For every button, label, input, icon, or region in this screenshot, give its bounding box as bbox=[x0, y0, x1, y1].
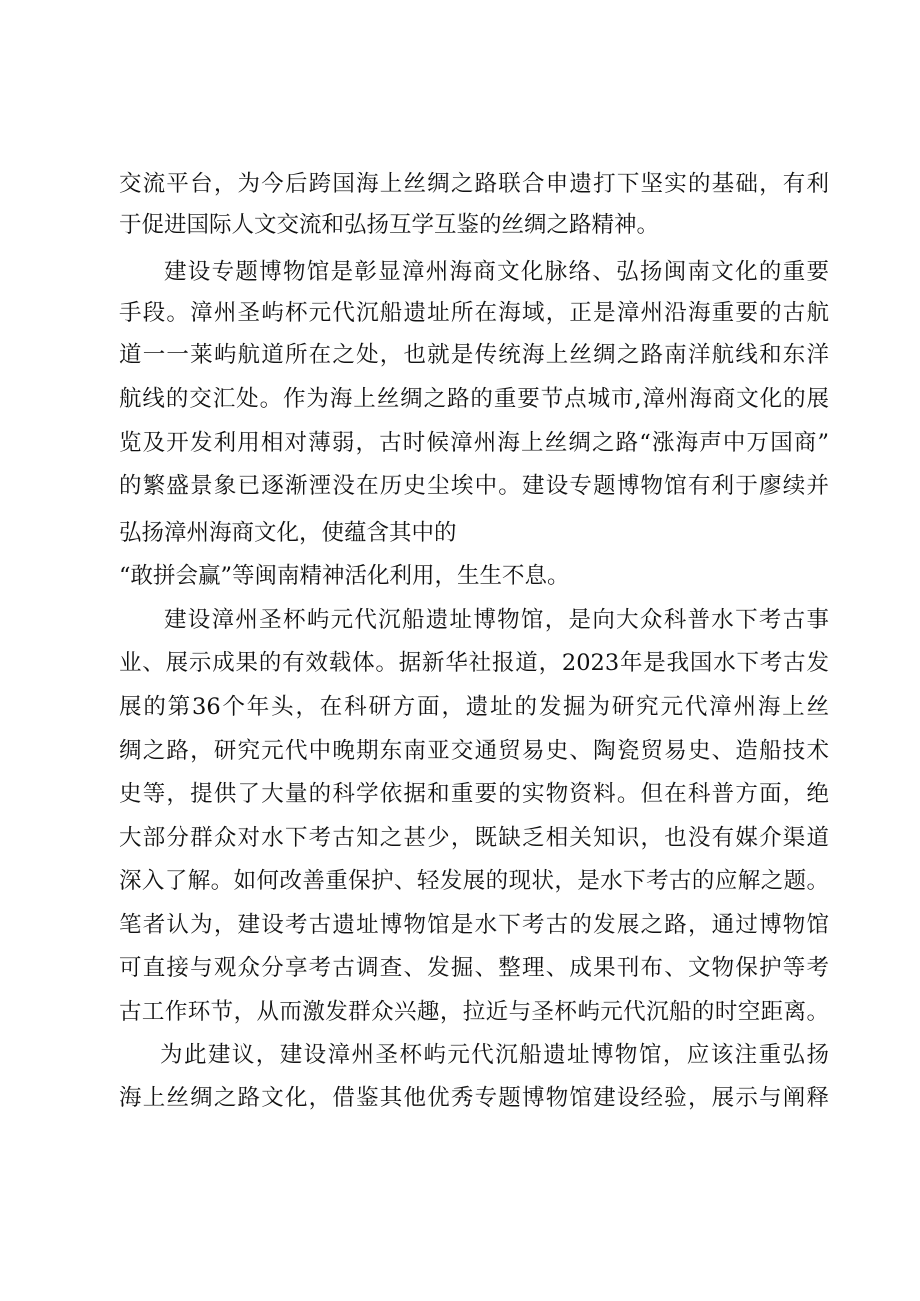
text-line: 海上丝绸之路文化，借鉴其他优秀专题博物馆建设经验，展示与阐释 bbox=[119, 1085, 829, 1111]
text-line: 大部分群众对水下考古知之甚少，既缺乏相关知识，也没有媒介渠道 bbox=[119, 825, 829, 851]
text-line: 古工作环节，从而激发群众兴趣，拉近与圣杯屿元代沉船的时空距离。 bbox=[119, 999, 829, 1025]
paragraph-first-line: 建设漳州圣杯屿元代沉船遗址博物馆，是向大众科普水下考古事 bbox=[164, 607, 829, 633]
text-line: 绸之路，研究元代中晚期东南亚交通贸易史、陶瓷贸易史、造船技术 bbox=[119, 738, 829, 764]
paragraph-first-line: 建设专题博物馆是彰显漳州海商文化脉络、弘扬闽南文化的重要 bbox=[164, 259, 829, 285]
text-line: 航线的交汇处。作为海上丝绸之路的重要节点城市,漳州海商文化的展 bbox=[119, 386, 829, 412]
paragraph-first-line: 为此建议，建设漳州圣杯屿元代沉船遗址博物馆，应该注重弘扬 bbox=[160, 1042, 829, 1068]
text-line: 史等，提供了大量的科学依据和重要的实物资料。但在科普方面，绝 bbox=[119, 781, 829, 807]
text-line: 览及开发利用相对薄弱，古时候漳州海上丝绸之路“涨海声中万国商” bbox=[119, 430, 829, 456]
text-line: 业、展示成果的有效载体。据新华社报道，2023年是我国水下考古发 bbox=[119, 650, 829, 676]
text-line: 深入了解。如何改善重保护、轻发展的现状，是水下考古的应解之题。 bbox=[119, 868, 829, 894]
text-line: “敢拼会赢”等闽南精神活化利用，生生不息。 bbox=[119, 563, 570, 589]
text-line: 弘扬漳州海商文化，使蕴含其中的 bbox=[119, 520, 457, 546]
text-line: 交流平台，为今后跨国海上丝绸之路联合申遗打下坚实的基础，有利 bbox=[119, 171, 829, 197]
text-line: 道一一莱屿航道所在之处，也就是传统海上丝绸之路南洋航线和东洋 bbox=[119, 342, 829, 368]
text-line: 展的第36个年头，在科研方面，遗址的发掘为研究元代漳州海上丝 bbox=[119, 694, 829, 720]
text-line: 笔者认为，建设考古遗址博物馆是水下考古的发展之路，通过博物馆 bbox=[119, 912, 829, 938]
text-line: 手段。漳州圣屿杯元代沉船遗址所在海域，正是漳州沿海重要的古航 bbox=[119, 300, 829, 326]
text-line: 可直接与观众分享考古调查、发掘、整理、成果刊布、文物保护等考 bbox=[119, 955, 829, 981]
text-line: 于促进国际人文交流和弘扬互学互鉴的丝绸之路精神。 bbox=[119, 212, 660, 238]
text-line: 的繁盛景象已逐渐湮没在历史尘埃中。建设专题博物馆有利于廖续并 bbox=[119, 473, 829, 499]
